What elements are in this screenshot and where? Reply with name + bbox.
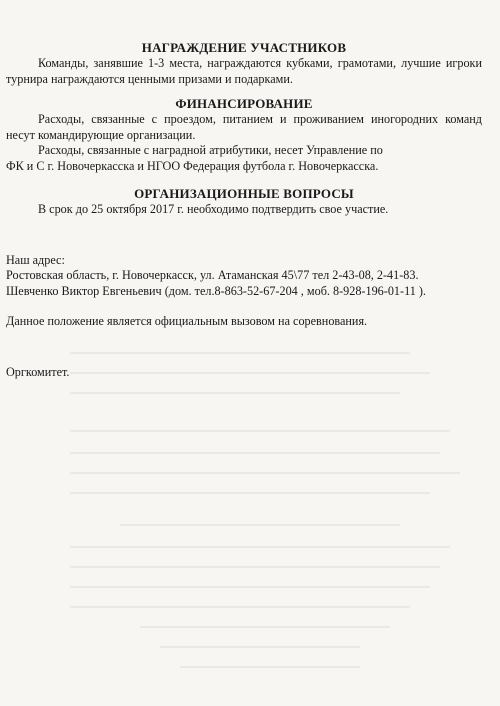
bleed-through-line (180, 666, 360, 668)
bleed-through-line (70, 546, 450, 548)
signature-orgcommittee: Оргкомитет. (6, 364, 70, 379)
financing-text-1: Расходы, связанные с проездом, питанием и проживанием иногородних команд несут командирующие организации. (6, 112, 482, 142)
awards-section (6, 40, 482, 87)
organizational-text: В срок до 25 октября 2017 г. необходимо подтвердить свое участие. (38, 202, 389, 216)
bleed-through-line (70, 606, 410, 608)
bleed-through-line (70, 566, 440, 568)
bleed-through-line (70, 392, 400, 394)
official-call-note: Данное положение является официальным вызовом на соревнования. (6, 314, 368, 328)
organizational-heading: ОРГАНИЗАЦИОННЫЕ ВОПРОСЫ (134, 186, 354, 201)
bleed-through-line (120, 524, 400, 526)
financing-section (6, 96, 482, 174)
bleed-through-line (70, 492, 430, 494)
bleed-through-line (70, 586, 430, 588)
address-label: Наш адрес: (6, 252, 65, 267)
awards-text: Команды, занявшие 1-3 места, награждаются кубками, грамотами, лучшие игроки турнира награждаются ценными призами и подарками. (6, 56, 482, 86)
financing-heading: ФИНАНСИРОВАНИЕ (175, 96, 313, 111)
organizational-section (6, 186, 482, 218)
bleed-through-line (70, 372, 430, 374)
bleed-through-line (70, 430, 450, 432)
bleed-through-line (70, 472, 460, 474)
address-line-2: Шевченко Виктор Евгеньевич (дом. тел.8-863-52-67-204 , моб. 8-928-196-01-11 ). (6, 283, 426, 298)
bleed-through-line (140, 626, 390, 628)
awards-heading: НАГРАЖДЕНИЕ УЧАСТНИКОВ (141, 40, 347, 55)
bleed-through-line (160, 646, 360, 648)
bleed-through-line (70, 452, 440, 454)
financing-text-2-line-1: Расходы, связанные с наградной атрибутики, несет Управление по (38, 143, 383, 157)
address-line-1: Ростовская область, г. Новочеркасск, ул. Атаманская 45\77 тел 2-43-08, 2-41-83. (6, 268, 419, 282)
financing-text-2-line-2: ФК и С г. Новочеркасска и НГОО Федерация футбола г. Новочеркасска. (6, 158, 379, 173)
address-section (6, 253, 482, 300)
bleed-through-line (70, 352, 410, 354)
